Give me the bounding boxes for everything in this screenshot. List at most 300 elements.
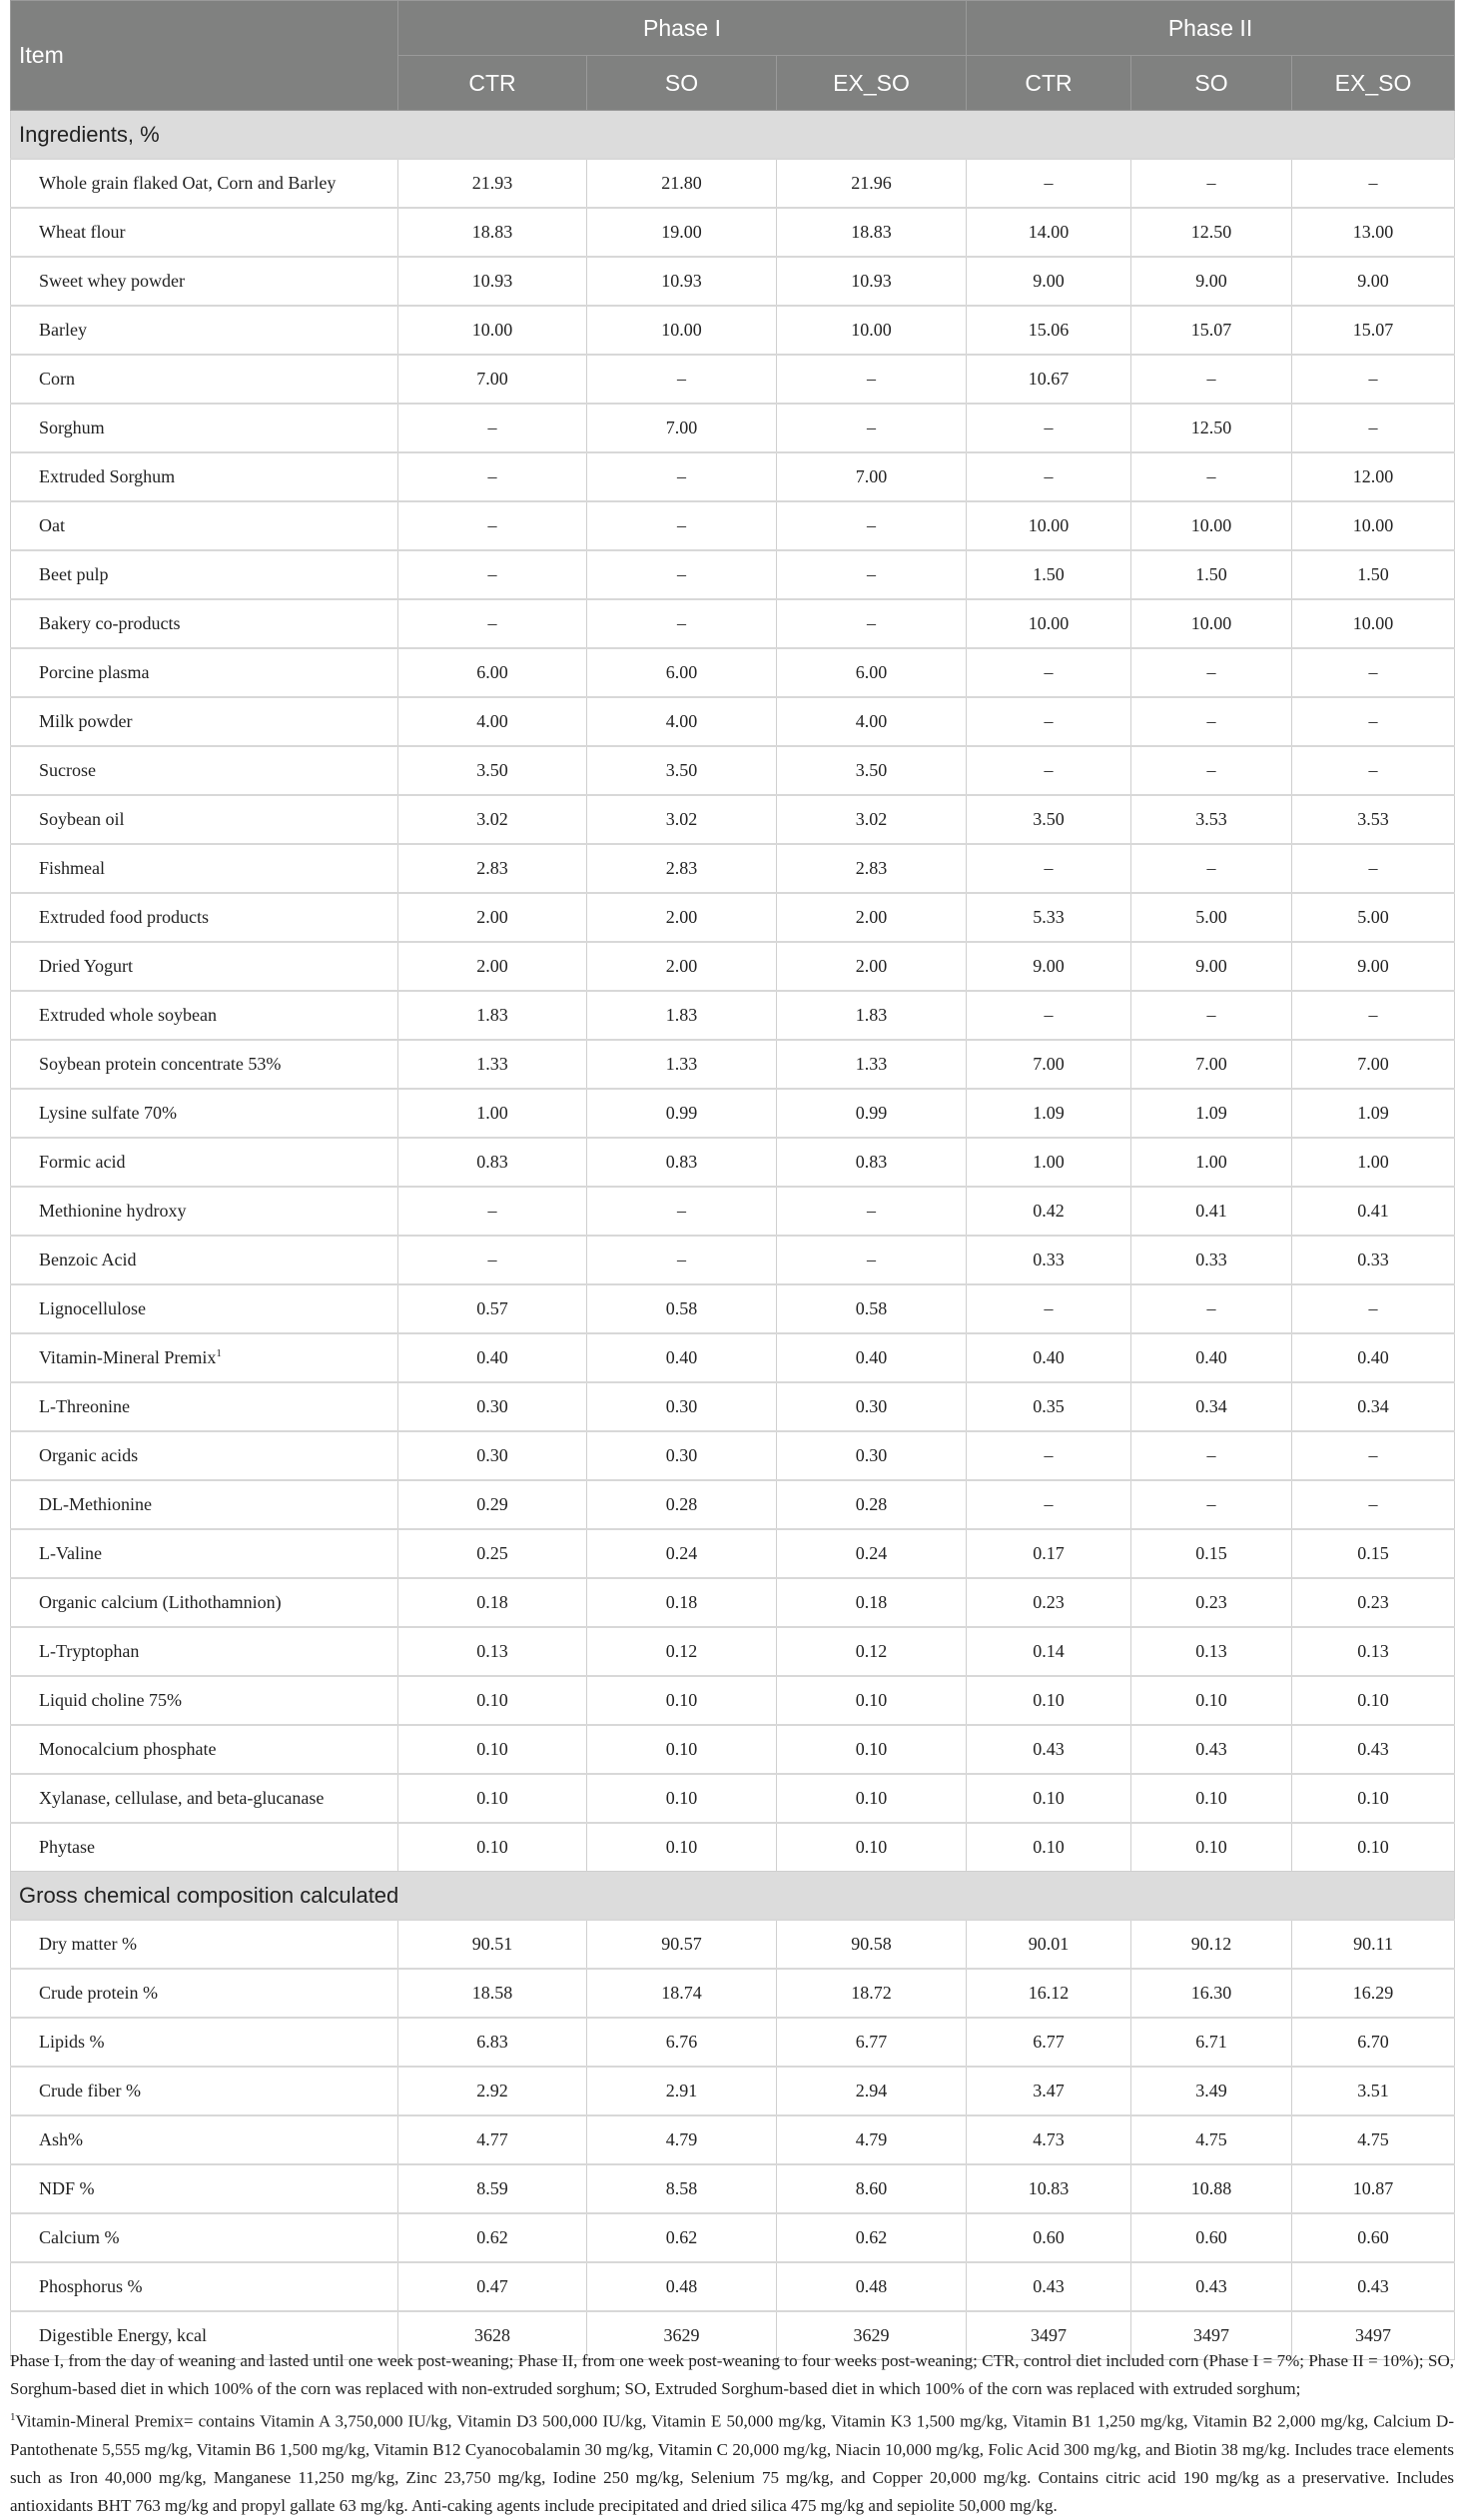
- value-cell: –: [967, 159, 1131, 208]
- value-cell: 0.10: [1292, 1823, 1455, 1872]
- row-label: [11, 306, 398, 355]
- row-label-text: Corn: [39, 369, 75, 389]
- value-cell: 6.77: [777, 2018, 967, 2067]
- value-cell: 1.33: [777, 1040, 967, 1089]
- value-cell: 15.07: [1131, 306, 1292, 355]
- value-cell: 18.58: [398, 1969, 587, 2018]
- value-cell: 0.33: [1131, 1236, 1292, 1284]
- row-label-text: Milk powder: [39, 711, 133, 731]
- row-label: [11, 648, 398, 697]
- value-cell: –: [1292, 1480, 1455, 1529]
- value-cell: 21.96: [777, 159, 967, 208]
- value-cell: –: [587, 501, 777, 550]
- value-cell: –: [587, 550, 777, 599]
- value-cell: –: [1292, 648, 1455, 697]
- value-cell: 8.60: [777, 2164, 967, 2213]
- value-cell: 0.58: [587, 1284, 777, 1333]
- table-row: [11, 1138, 1455, 1187]
- table-row: [11, 2115, 1455, 2164]
- table-row: [11, 1333, 1455, 1382]
- value-cell: 3.50: [587, 746, 777, 795]
- value-cell: 10.00: [967, 599, 1131, 648]
- row-label: [11, 1089, 398, 1138]
- row-label-text: Formic acid: [39, 1152, 126, 1172]
- value-cell: –: [967, 1431, 1131, 1480]
- table-row: [11, 355, 1455, 404]
- value-cell: 0.15: [1131, 1529, 1292, 1578]
- row-label-text: Oat: [39, 515, 65, 535]
- table-row: [11, 1187, 1455, 1236]
- value-cell: 0.28: [777, 1480, 967, 1529]
- value-cell: 0.13: [398, 1627, 587, 1676]
- row-label: [11, 1236, 398, 1284]
- value-cell: 0.18: [777, 1578, 967, 1627]
- row-label-text: Xylanase, cellulase, and beta-glucanase: [39, 1788, 325, 1808]
- value-cell: 4.79: [587, 2115, 777, 2164]
- section-title: Ingredients, %: [11, 111, 1455, 160]
- row-label: [11, 1431, 398, 1480]
- header-item: Item: [11, 1, 398, 111]
- value-cell: 0.30: [777, 1382, 967, 1431]
- value-cell: 14.00: [967, 208, 1131, 257]
- table-row: [11, 1627, 1455, 1676]
- row-label-text: Phytase: [39, 1837, 95, 1857]
- value-cell: –: [967, 1480, 1131, 1529]
- row-label-text: Calcium %: [39, 2227, 120, 2247]
- value-cell: 90.01: [967, 1920, 1131, 1969]
- value-cell: 0.57: [398, 1284, 587, 1333]
- value-cell: 10.00: [777, 306, 967, 355]
- value-cell: 1.83: [398, 991, 587, 1040]
- value-cell: 0.43: [1292, 1725, 1455, 1774]
- value-cell: –: [1131, 1431, 1292, 1480]
- value-cell: –: [1131, 1480, 1292, 1529]
- value-cell: 1.00: [967, 1138, 1131, 1187]
- value-cell: –: [1131, 452, 1292, 501]
- row-label-text: Organic acids: [39, 1445, 139, 1465]
- header-phase-1: Phase I: [398, 1, 967, 56]
- value-cell: 4.75: [1292, 2115, 1455, 2164]
- section-row: [11, 1872, 1455, 1921]
- row-label-text: Ash%: [39, 2129, 83, 2149]
- row-label: [11, 1138, 398, 1187]
- value-cell: 1.83: [587, 991, 777, 1040]
- value-cell: 90.58: [777, 1920, 967, 1969]
- value-cell: 4.00: [587, 697, 777, 746]
- header-col: EX_SO: [777, 56, 967, 111]
- value-cell: 1.33: [398, 1040, 587, 1089]
- table-row: [11, 2213, 1455, 2262]
- row-label: [11, 697, 398, 746]
- value-cell: 0.29: [398, 1480, 587, 1529]
- table-row: [11, 159, 1455, 208]
- value-cell: 0.62: [587, 2213, 777, 2262]
- value-cell: 1.09: [1292, 1089, 1455, 1138]
- value-cell: 0.43: [967, 1725, 1131, 1774]
- value-cell: –: [777, 1187, 967, 1236]
- value-cell: 0.10: [1292, 1774, 1455, 1823]
- footnote-marker: 1: [10, 2411, 16, 2423]
- value-cell: 0.30: [587, 1382, 777, 1431]
- value-cell: 0.43: [1131, 2262, 1292, 2311]
- row-label-text: Crude fiber %: [39, 2081, 141, 2100]
- value-cell: 0.10: [777, 1676, 967, 1725]
- value-cell: 6.77: [967, 2018, 1131, 2067]
- row-label: [11, 746, 398, 795]
- section-title: Gross chemical composition calculated: [11, 1872, 1455, 1921]
- value-cell: 0.48: [777, 2262, 967, 2311]
- value-cell: 0.18: [587, 1578, 777, 1627]
- header-col: EX_SO: [1292, 56, 1455, 111]
- value-cell: 90.12: [1131, 1920, 1292, 1969]
- value-cell: 3.02: [587, 795, 777, 844]
- value-cell: 0.34: [1131, 1382, 1292, 1431]
- value-cell: 12.50: [1131, 404, 1292, 452]
- table-row: [11, 208, 1455, 257]
- value-cell: 0.48: [587, 2262, 777, 2311]
- row-label-text: Phosphorus %: [39, 2276, 143, 2296]
- row-label: [11, 452, 398, 501]
- value-cell: 0.10: [587, 1823, 777, 1872]
- value-cell: 10.00: [587, 306, 777, 355]
- value-cell: 0.28: [587, 1480, 777, 1529]
- table-row: [11, 1823, 1455, 1872]
- value-cell: 0.10: [1292, 1676, 1455, 1725]
- value-cell: 0.43: [967, 2262, 1131, 2311]
- table-footnotes: [10, 2347, 1454, 2520]
- row-label-text: Wheat flour: [39, 222, 126, 242]
- value-cell: 10.00: [967, 501, 1131, 550]
- value-cell: 2.94: [777, 2067, 967, 2115]
- value-cell: 3.50: [967, 795, 1131, 844]
- value-cell: 1.09: [1131, 1089, 1292, 1138]
- value-cell: –: [1131, 159, 1292, 208]
- value-cell: 0.33: [967, 1236, 1131, 1284]
- table-row: [11, 1284, 1455, 1333]
- value-cell: –: [777, 550, 967, 599]
- value-cell: 0.60: [1131, 2213, 1292, 2262]
- value-cell: 0.33: [1292, 1236, 1455, 1284]
- value-cell: 0.30: [398, 1431, 587, 1480]
- row-label: [11, 1774, 398, 1823]
- value-cell: –: [967, 746, 1131, 795]
- table-row: [11, 1578, 1455, 1627]
- row-label: [11, 844, 398, 893]
- row-label: [11, 991, 398, 1040]
- value-cell: 16.12: [967, 1969, 1131, 2018]
- value-cell: 9.00: [967, 942, 1131, 991]
- value-cell: 2.83: [398, 844, 587, 893]
- value-cell: –: [587, 1187, 777, 1236]
- value-cell: 2.83: [777, 844, 967, 893]
- value-cell: 1.50: [967, 550, 1131, 599]
- row-label: [11, 1823, 398, 1872]
- row-label: [11, 1187, 398, 1236]
- value-cell: 21.93: [398, 159, 587, 208]
- row-label: [11, 942, 398, 991]
- value-cell: 0.13: [1131, 1627, 1292, 1676]
- value-cell: 1.50: [1292, 550, 1455, 599]
- footnote-premix: [10, 2403, 1454, 2520]
- table-row: [11, 942, 1455, 991]
- value-cell: 0.83: [777, 1138, 967, 1187]
- value-cell: 18.83: [777, 208, 967, 257]
- value-cell: 0.62: [398, 2213, 587, 2262]
- value-cell: 10.00: [1292, 501, 1455, 550]
- value-cell: 90.11: [1292, 1920, 1455, 1969]
- value-cell: 7.00: [777, 452, 967, 501]
- table-row: [11, 2067, 1455, 2115]
- row-label: [11, 1676, 398, 1725]
- value-cell: 10.93: [587, 257, 777, 306]
- row-label: [11, 2067, 398, 2115]
- table-row: [11, 991, 1455, 1040]
- value-cell: 3628: [398, 2311, 587, 2360]
- table-row: [11, 746, 1455, 795]
- value-cell: 12.00: [1292, 452, 1455, 501]
- value-cell: 6.71: [1131, 2018, 1292, 2067]
- value-cell: 0.13: [1292, 1627, 1455, 1676]
- value-cell: 0.83: [587, 1138, 777, 1187]
- value-cell: –: [587, 1236, 777, 1284]
- value-cell: 3.50: [777, 746, 967, 795]
- value-cell: 6.00: [398, 648, 587, 697]
- value-cell: 7.00: [587, 404, 777, 452]
- value-cell: –: [967, 648, 1131, 697]
- value-cell: 0.10: [1131, 1823, 1292, 1872]
- value-cell: –: [1131, 746, 1292, 795]
- row-label-text: Sucrose: [39, 760, 96, 780]
- value-cell: –: [587, 452, 777, 501]
- table-row: [11, 795, 1455, 844]
- header-phase-2: Phase II: [967, 1, 1455, 56]
- row-label: [11, 2164, 398, 2213]
- value-cell: 0.12: [587, 1627, 777, 1676]
- value-cell: 10.00: [1292, 599, 1455, 648]
- value-cell: 5.00: [1131, 893, 1292, 942]
- value-cell: 3629: [587, 2311, 777, 2360]
- table-row: [11, 2018, 1455, 2067]
- value-cell: 0.10: [398, 1725, 587, 1774]
- table-row: [11, 893, 1455, 942]
- value-cell: 4.77: [398, 2115, 587, 2164]
- table-body: [11, 111, 1455, 2360]
- value-cell: 0.23: [1131, 1578, 1292, 1627]
- row-label-text: Lysine sulfate 70%: [39, 1103, 177, 1123]
- table-row: [11, 1529, 1455, 1578]
- value-cell: 21.80: [587, 159, 777, 208]
- row-label: [11, 550, 398, 599]
- value-cell: 0.10: [398, 1774, 587, 1823]
- value-cell: –: [1292, 159, 1455, 208]
- value-cell: –: [1131, 844, 1292, 893]
- table-row: [11, 1480, 1455, 1529]
- row-label-text: L-Threonine: [39, 1396, 130, 1416]
- value-cell: 0.23: [967, 1578, 1131, 1627]
- table-row: [11, 697, 1455, 746]
- value-cell: 3497: [967, 2311, 1131, 2360]
- value-cell: 0.43: [1292, 2262, 1455, 2311]
- row-label: [11, 1284, 398, 1333]
- section-row: [11, 111, 1455, 160]
- table-row: [11, 1040, 1455, 1089]
- value-cell: 2.91: [587, 2067, 777, 2115]
- value-cell: –: [1292, 1431, 1455, 1480]
- value-cell: –: [777, 404, 967, 452]
- row-label-text: Crude protein %: [39, 1983, 158, 2003]
- value-cell: 3.53: [1292, 795, 1455, 844]
- value-cell: 1.00: [1292, 1138, 1455, 1187]
- table-row: [11, 1236, 1455, 1284]
- value-cell: 0.47: [398, 2262, 587, 2311]
- value-cell: 0.35: [967, 1382, 1131, 1431]
- table-row: [11, 844, 1455, 893]
- value-cell: 6.00: [777, 648, 967, 697]
- row-label: [11, 1333, 398, 1382]
- value-cell: –: [967, 404, 1131, 452]
- table-row: [11, 1089, 1455, 1138]
- value-cell: 7.00: [967, 1040, 1131, 1089]
- table-row: [11, 257, 1455, 306]
- value-cell: 1.50: [1131, 550, 1292, 599]
- value-cell: 0.41: [1292, 1187, 1455, 1236]
- value-cell: –: [967, 991, 1131, 1040]
- value-cell: 0.40: [587, 1333, 777, 1382]
- value-cell: 3497: [1131, 2311, 1292, 2360]
- value-cell: 7.00: [398, 355, 587, 404]
- row-label-text: Soybean oil: [39, 809, 125, 829]
- row-label-text: Porcine plasma: [39, 662, 150, 682]
- row-label: [11, 208, 398, 257]
- value-cell: 10.00: [1131, 501, 1292, 550]
- value-cell: –: [1292, 355, 1455, 404]
- table-row: [11, 648, 1455, 697]
- value-cell: 7.00: [1292, 1040, 1455, 1089]
- row-label-text: Liquid choline 75%: [39, 1690, 182, 1710]
- value-cell: 0.10: [587, 1774, 777, 1823]
- value-cell: 0.43: [1131, 1725, 1292, 1774]
- value-cell: 3.51: [1292, 2067, 1455, 2115]
- row-label-text: Lipids %: [39, 2032, 105, 2052]
- value-cell: 1.00: [1131, 1138, 1292, 1187]
- row-label-text: Monocalcium phosphate: [39, 1739, 217, 1759]
- value-cell: –: [777, 355, 967, 404]
- value-cell: 0.30: [398, 1382, 587, 1431]
- value-cell: 10.00: [1131, 599, 1292, 648]
- value-cell: –: [398, 501, 587, 550]
- row-label-text: NDF %: [39, 2178, 95, 2198]
- value-cell: 6.70: [1292, 2018, 1455, 2067]
- value-cell: –: [1131, 1284, 1292, 1333]
- row-label: [11, 404, 398, 452]
- value-cell: 4.00: [777, 697, 967, 746]
- value-cell: 0.25: [398, 1529, 587, 1578]
- value-cell: 0.10: [967, 1823, 1131, 1872]
- value-cell: –: [1292, 697, 1455, 746]
- value-cell: –: [1131, 991, 1292, 1040]
- row-label-text: Sorghum: [39, 418, 105, 437]
- value-cell: 8.58: [587, 2164, 777, 2213]
- value-cell: 0.17: [967, 1529, 1131, 1578]
- row-label: [11, 1920, 398, 1969]
- value-cell: 4.73: [967, 2115, 1131, 2164]
- value-cell: 2.00: [398, 942, 587, 991]
- value-cell: 10.83: [967, 2164, 1131, 2213]
- row-label: [11, 2213, 398, 2262]
- value-cell: 1.09: [967, 1089, 1131, 1138]
- value-cell: 3.50: [398, 746, 587, 795]
- footnote-marker: 1: [216, 1347, 222, 1359]
- value-cell: 0.18: [398, 1578, 587, 1627]
- value-cell: –: [1292, 844, 1455, 893]
- row-label: [11, 2018, 398, 2067]
- row-label-text: Lignocellulose: [39, 1298, 146, 1318]
- value-cell: 0.10: [777, 1774, 967, 1823]
- value-cell: 0.24: [587, 1529, 777, 1578]
- row-label-text: Soybean protein concentrate 53%: [39, 1054, 282, 1074]
- value-cell: –: [1292, 746, 1455, 795]
- value-cell: –: [1131, 697, 1292, 746]
- value-cell: 0.62: [777, 2213, 967, 2262]
- value-cell: 0.10: [398, 1676, 587, 1725]
- value-cell: 0.10: [1131, 1774, 1292, 1823]
- row-label-text: L-Valine: [39, 1543, 102, 1563]
- value-cell: –: [1131, 355, 1292, 404]
- value-cell: 0.40: [1131, 1333, 1292, 1382]
- header-col: CTR: [398, 56, 587, 111]
- value-cell: 1.33: [587, 1040, 777, 1089]
- value-cell: –: [398, 1187, 587, 1236]
- value-cell: 2.00: [587, 942, 777, 991]
- value-cell: 9.00: [967, 257, 1131, 306]
- value-cell: –: [398, 599, 587, 648]
- row-label-text: Dry matter %: [39, 1934, 137, 1954]
- value-cell: 5.33: [967, 893, 1131, 942]
- value-cell: 10.93: [398, 257, 587, 306]
- row-label-text: Digestible Energy, kcal: [39, 2325, 207, 2345]
- value-cell: 0.10: [398, 1823, 587, 1872]
- value-cell: –: [398, 550, 587, 599]
- value-cell: 90.57: [587, 1920, 777, 1969]
- value-cell: 0.41: [1131, 1187, 1292, 1236]
- value-cell: 6.00: [587, 648, 777, 697]
- row-label: [11, 257, 398, 306]
- header-col: SO: [587, 56, 777, 111]
- value-cell: –: [398, 452, 587, 501]
- table-row: [11, 1725, 1455, 1774]
- row-label-text: DL-Methionine: [39, 1494, 152, 1514]
- value-cell: 3629: [777, 2311, 967, 2360]
- row-label-text: Sweet whey powder: [39, 271, 185, 291]
- row-label-text: Beet pulp: [39, 564, 109, 584]
- value-cell: –: [1131, 648, 1292, 697]
- value-cell: 0.15: [1292, 1529, 1455, 1578]
- table-row: [11, 1969, 1455, 2018]
- value-cell: –: [398, 404, 587, 452]
- row-label: [11, 1627, 398, 1676]
- value-cell: 2.00: [587, 893, 777, 942]
- table-row: [11, 306, 1455, 355]
- value-cell: 3.02: [398, 795, 587, 844]
- value-cell: 0.12: [777, 1627, 967, 1676]
- value-cell: –: [777, 599, 967, 648]
- row-label: [11, 1578, 398, 1627]
- table-row: [11, 1382, 1455, 1431]
- value-cell: 0.58: [777, 1284, 967, 1333]
- row-label-text: Benzoic Acid: [39, 1250, 137, 1269]
- value-cell: –: [967, 844, 1131, 893]
- value-cell: 5.00: [1292, 893, 1455, 942]
